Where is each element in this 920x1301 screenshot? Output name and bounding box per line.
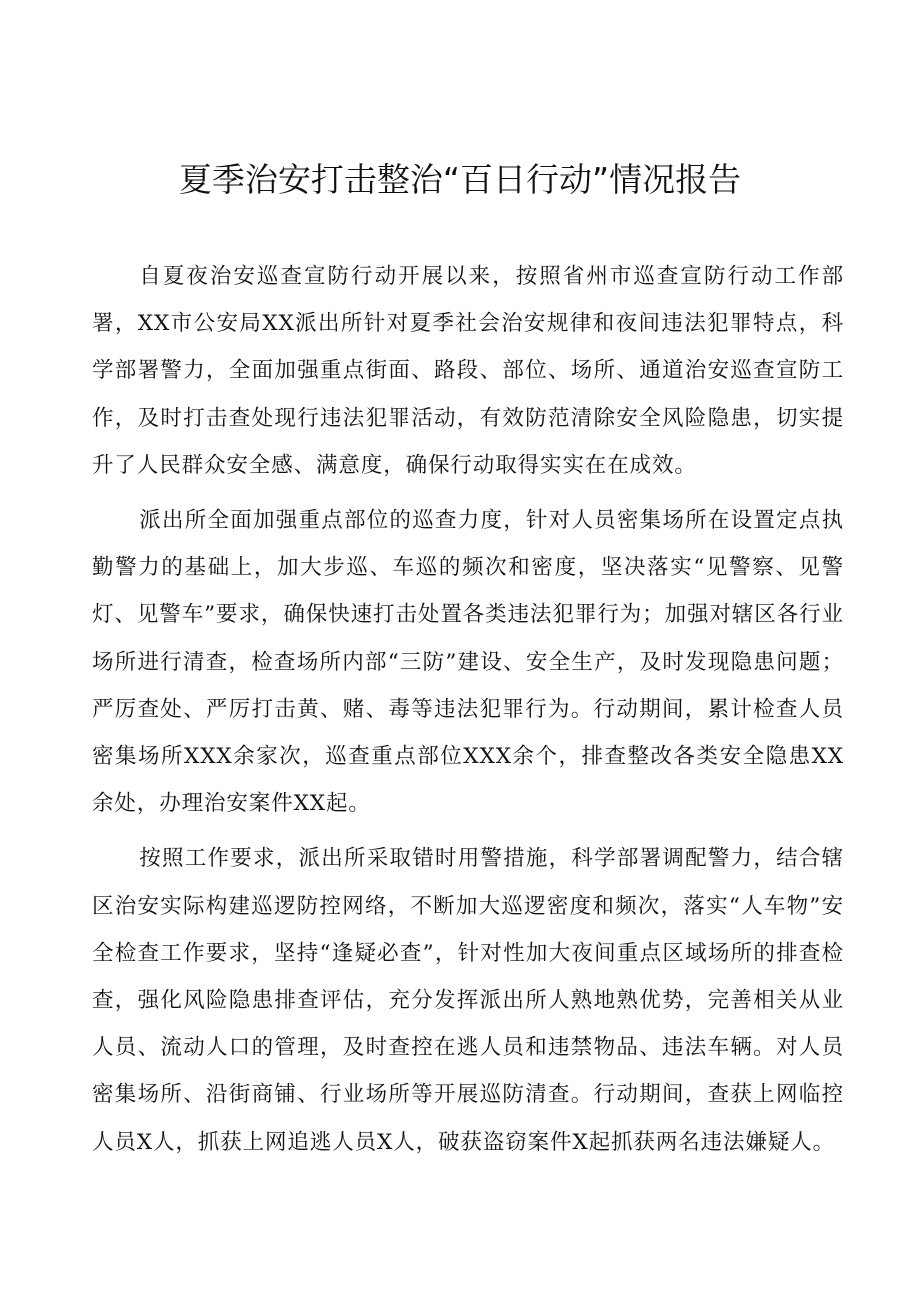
paragraph: 按照工作要求，派出所采取错时用警措施，科学部署调配警力，结合辖区治安实际构建巡逻防控网络，不断加大巡逻密度和频次，落实“人车物”安全检查工作要求，坚持“逢疑必查”，针对性加大夜间重点区域场所的排查检查，强化风险隐患排查评估，充分发挥派出所人熟地熟优势，完善相关从业人员、流动人口的管理，及时查控在逃人员和违禁物品、违法车辆。对人员密集场所、沿街商铺、行业场所等开展巡防清查。行动期间，查获上网临控人员X人，抓获上网追逃人员X人，破获盗窃案件X起抓获两名违法嫌疑人。 [92,846,844,1155]
paragraph: 派出所全面加强重点部位的巡查力度，针对人员密集场所在设置定点执勤警力的基础上，加大步巡、车巡的频次和密度，坚决落实“见警察、见警灯、见警车”要求，确保快速打击处置各类违法犯罪行为；加强对辖区各行业场所进行清查，检查场所内部“三防”建设、安全生产，及时发现隐患问题；严厉查处、严厉打击黄、赌、毒等违法犯罪行为。行动期间，累计检查人员密集场所XXX余家次，巡查重点部位XXX余个，排查整改各类安全隐患XX余处，办理治安案件XX起。 [92,508,844,817]
paragraph: 自夏夜治安巡查宣防行动开展以来，按照省州市巡查宣防行动工作部署，XX市公安局XX派出所针对夏季社会治安规律和夜间违法犯罪特点，科学部署警力，全面加强重点街面、路段、部位、场所、通道治安巡查宣防工作，及时打击查处现行违法犯罪活动，有效防范清除安全风险隐患，切实提升了人民群众安全感、满意度，确保行动取得实实在在成效。 [92,264,844,478]
document-body [92,253,844,1174]
document-title: 夏季治安打击整治“百日行动”情况报告 [178,160,742,199]
